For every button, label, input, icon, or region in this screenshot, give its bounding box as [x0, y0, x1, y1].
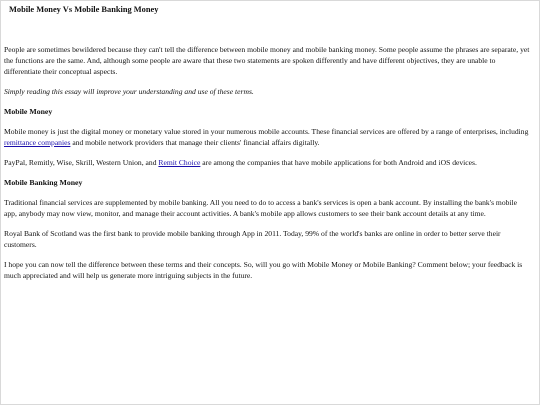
section-heading-mobile-money: Mobile Money [4, 107, 53, 116]
page-title: Mobile Money Vs Mobile Banking Money [9, 5, 159, 14]
companies-text-1: PayPal, Remitly, Wise, Skrill, Western Union, and [4, 158, 159, 167]
intro-paragraph: People are sometimes bewildered because they can't tell the difference between mobile money and mobile banking money. Some people assume the phrases are separate, yet the functions are the same. And, although some people are aware that these two statements are spoken differently and have different objectives, they are unable to differentiate their conceptual aspects. [4, 45, 530, 76]
mobile-money-text-2: and mobile network providers that manage their clients' financial affairs digitally. [70, 138, 320, 147]
mobile-banking-paragraph: Traditional financial services are supplemented by mobile banking. All you need to do to access a bank's services is open a bank account. By installing the bank's mobile app, anybody may now view, monitor, and manage their account activities. A bank's mobile app allows customers to see their bank account details at any time. [4, 198, 518, 218]
mobile-money-paragraph [4, 126, 530, 148]
closing-paragraph: I hope you can now tell the difference between these terms and their concepts. So, will you go with Mobile Money or Mobile Banking? Comment below; your feedback is much appreciated and will help us generate more intriguing subjects in the future. [4, 260, 523, 280]
article-body [4, 44, 530, 290]
intro-note: Simply reading this essay will improve your understanding and use of these terms. [4, 87, 254, 96]
companies-text-2: are among the companies that have mobile applications for both Android and iOS devices. [200, 158, 477, 167]
mobile-money-text-1: Mobile money is just the digital money or monetary value stored in your numerous mobile accounts. These financial services are offered by a range of enterprises, including [4, 127, 529, 136]
mobile-money-companies-paragraph [4, 157, 530, 168]
remit-choice-link[interactable]: Remit Choice [158, 158, 201, 167]
remittance-companies-link[interactable]: remittance companies [4, 138, 71, 147]
section-heading-mobile-banking: Mobile Banking Money [4, 178, 83, 187]
rbs-paragraph: Royal Bank of Scotland was the first bank to provide mobile banking through App in 2011. Today, 99% of the world's banks are online in order to better serve their customers. [4, 229, 501, 249]
